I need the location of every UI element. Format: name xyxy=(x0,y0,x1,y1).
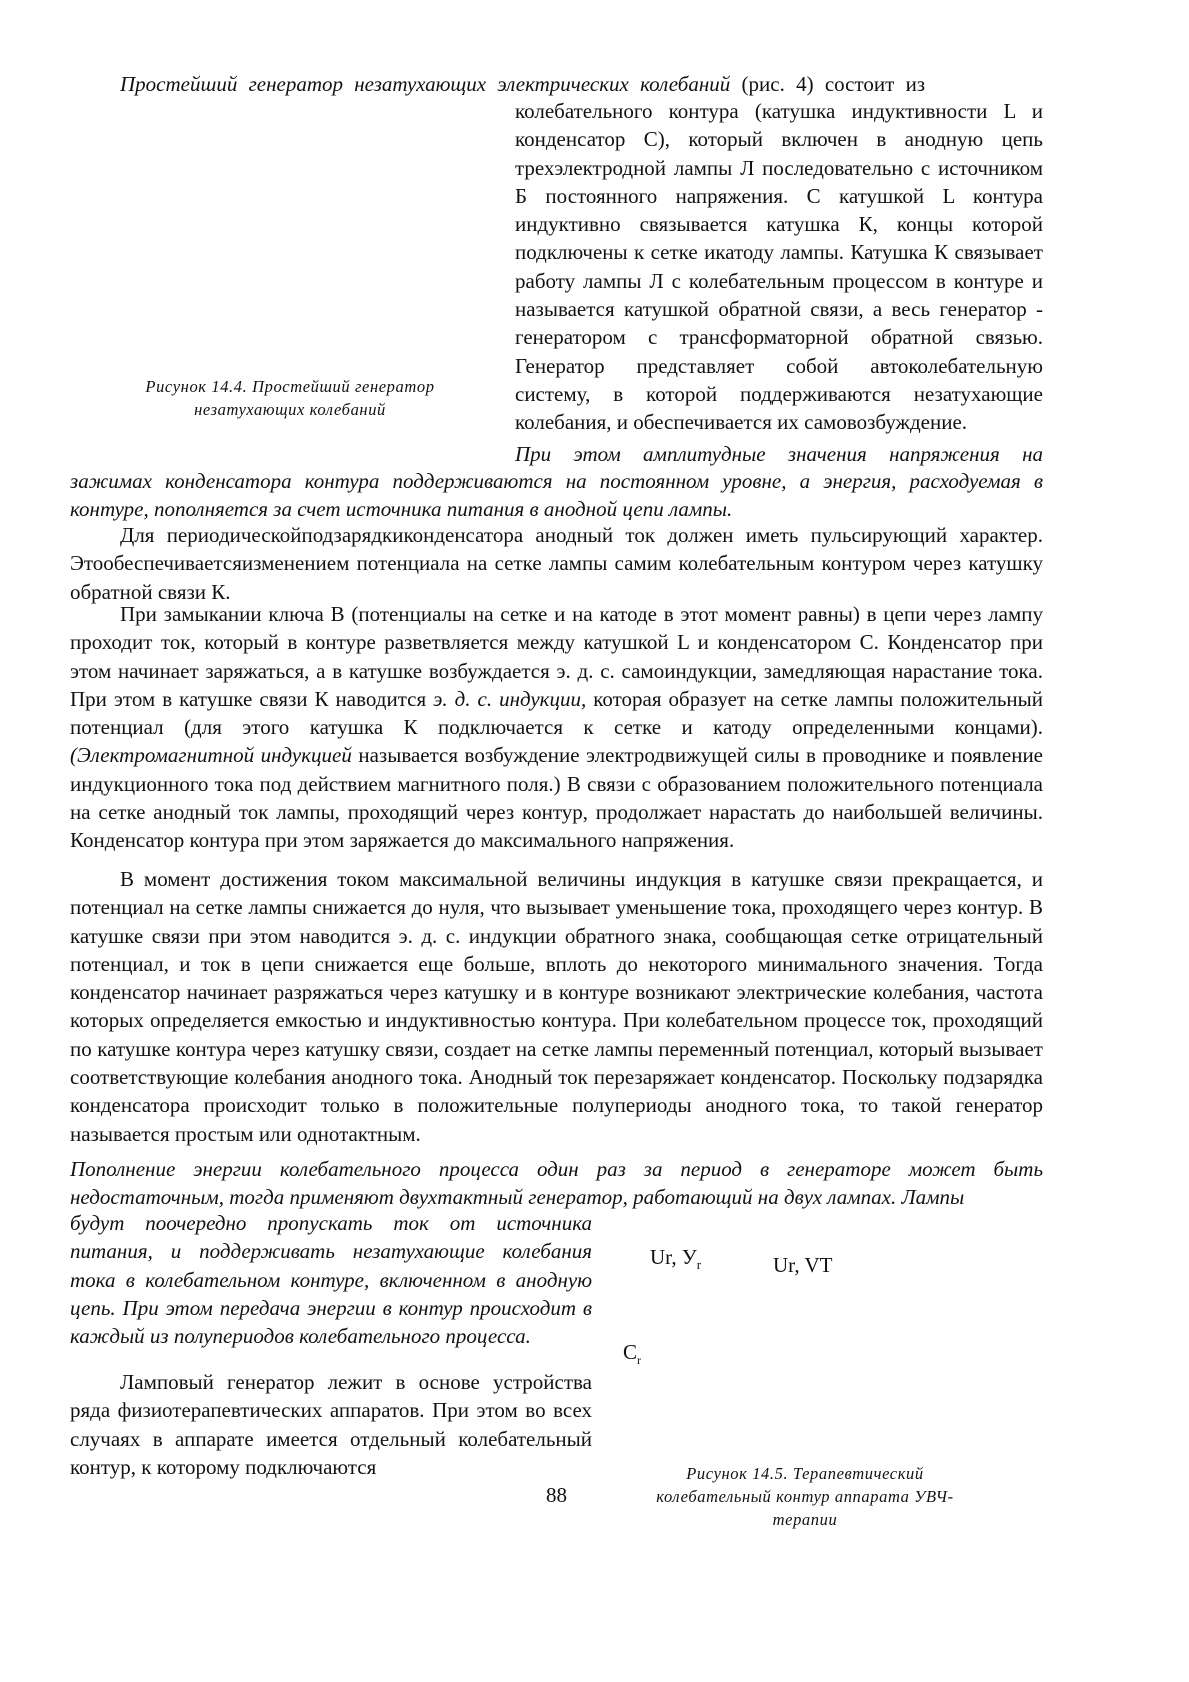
figure-14-5-caption: Рисунок 14.5. Терапевтический колебательный контур аппарата УВЧ-терапии xyxy=(656,1464,954,1529)
figure-14-5-label-ur-y xyxy=(650,1245,701,1277)
paragraph-max-current xyxy=(70,865,1043,1148)
intro-italic: Простейший генератор незатухающих электрических колебаний xyxy=(120,72,731,96)
fig5-label3-text: C xyxy=(623,1340,638,1364)
paragraph-recharging xyxy=(70,521,1043,606)
paragraph-push-pull: Пополнение энергии колебательного процесса один раз за период в генераторе может быть недостаточным, тогда применяют двухтактный генератор, работающий на двух лампах. Лампы xyxy=(70,1157,1043,1210)
p4-part-c: которая образует на сетке лампы положительный потенциал (для этого катушка К подключается к сетке и катоду определенными концами). xyxy=(70,686,1043,740)
amplitude-paragraph: зажимах конденсатора контура поддерживаются на постоянном уровне, а энергия, расходуемая в контуре, пополняется за счет источника питания в анодной цепи лампы. xyxy=(70,469,1043,522)
fig5-label1-text: Ur, У xyxy=(650,1245,697,1269)
p4-emf-induction: э. д. с. индукции, xyxy=(433,686,587,711)
paragraph-tube-generator-text: Ламповый генератор лежит в основе устройства ряда физиотерапевтических аппаратов. При этом во всех случаях в аппарате имеется отдельный колебательный контур, к которому подключаются xyxy=(70,1370,592,1479)
figure-14-5-label-ur-vt: Ur, VT xyxy=(773,1253,833,1277)
paragraph-max-current-text: В момент достижения током максимальной величины индукция в катушке связи прекращается, и потенциал на сетке лампы снижается до нуля, что вызывает уменьшение тока, проходящего через контур. В катушке связи при этом наводится э. д. с. индукции обратного знака, сообщающая сетке отрицательный потенциал, и ток в цепи снижается еще больше, вплоть до некоторого минимального значения. Тогда конденсатор начинает разряжаться через катушку и в контуре возникают электрические колебания, частота которых определяется емкостью и индуктивностью контура. При колебательном процессе ток, проходящий по катушке контура через катушку связи, создает на сетке лампы переменный потенциал, который вызывает соответствующие колебания анодного тока. Анодный ток перезаряжает конденсатор. Поскольку подзарядка конденсатора происходит только в положительные полупериоды анодного тока, то такой генератор называется простым или однотактным. xyxy=(70,867,1043,1146)
paragraph-key-closing xyxy=(70,600,1043,855)
p4-part-a: При замыкании ключа В (потенциалы на сетке и на катоде в этот момент равны) в цепи через лампу проходит ток, который в контуре разветвляется между катушкой L и конденсатором С. Конденсатор при этом начинает заряжаться, а в катушке возбуждается э. д. с. самоиндукции, замедляющая нарастание тока. При этом в катушке связи К наводится xyxy=(70,602,1043,711)
amplitude-line-start: При этом амплитудные значения напряжения на xyxy=(515,442,1043,466)
paragraph-recharging-text: Для периодическойподзарядкиконденсатора анодный ток должен иметь пульсирующий характер. Этообеспечиваетсяизменением потенциала на сетке лампы самим колебательным контуром через катушку обратной связи К. xyxy=(70,523,1043,604)
figure-14-4 xyxy=(70,100,500,370)
paragraph-push-pull-left: будут поочередно пропускать ток от источника питания, и поддерживать незатухающие колебания тока в колебательном контуре, включенном в анодную цепь. При этом передача энергии в контур происходит в каждый из полупериодов колебательного процесса. xyxy=(70,1211,592,1349)
intro-line xyxy=(120,70,1043,98)
p4-part-e: называется возбуждение электродвижущей силы в проводнике и появление индукционного тока под действием магнитного поля.) В связи с образованием положительного потенциала на сетке анодный ток лампы, проходящий через контур, продолжает нарастать до наибольшей величины. Конденсатор контура при этом заряжается до максимального напряжения. xyxy=(70,743,1043,853)
figure-14-5-label-c xyxy=(623,1340,641,1372)
paragraph-circuit-description: колебательного контура (катушка индуктивности L и конденсатор С), который включен в анодную цепь трехэлектродной лампы Л последовательно с источником Б постоянного напряжения. С катушкой L контура индуктивно связывается катушка К, концы которой подключены к сетке икатоду лампы. Катушка К связывает работу лампы Л с колебательным процессом в контуре и называется катушкой обратной связи, а весь генератор - генератором с трансформаторной обратной связью. Генератор представляет собой автоколебательную систему, в которой поддерживаются незатухающие колебания, и обеспечивается их самовозбуждение. xyxy=(515,99,1043,435)
intro-rest: (рис. 4) состоит из xyxy=(730,72,926,96)
p4-electromagnetic-induction: (Электромагнитной индукцией xyxy=(70,743,352,768)
figure-14-4-caption: Рисунок 14.4. Простейший генератор незатухающих колебаний xyxy=(145,377,435,419)
paragraph-tube-generator xyxy=(70,1368,592,1481)
fig5-label3-sub: r xyxy=(637,1353,642,1368)
page-number: 88 xyxy=(546,1483,567,1507)
fig5-label1-sub: r xyxy=(696,1257,702,1273)
